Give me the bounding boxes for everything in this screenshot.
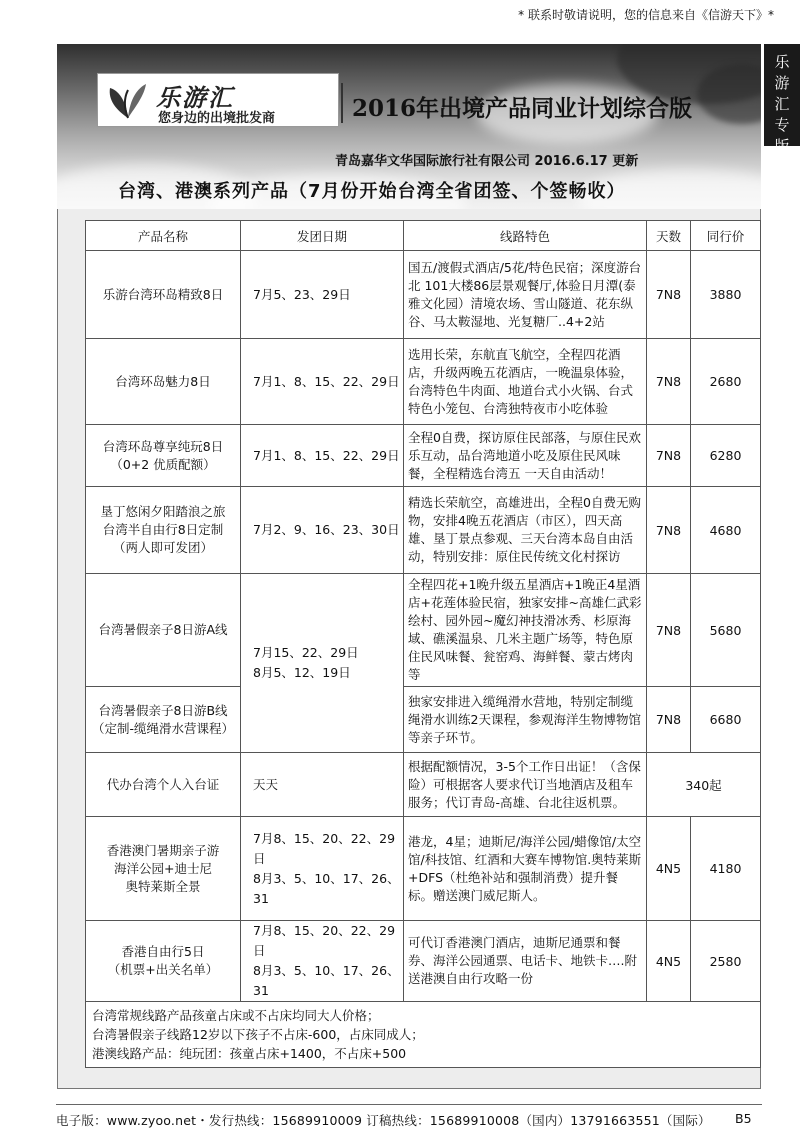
product-name-note: （机票+出关名单） xyxy=(107,962,219,977)
price: 2680 xyxy=(691,339,761,425)
route-features: 港龙，4星；迪斯尼/海洋公园/蜡像馆/太空馆/科技馆、红酒和大赛车博物馆.奥特莱斯+DFS（杜绝补站和强制消费）提升餐标。赠送澳门威尼斯人。 xyxy=(404,817,647,921)
company-update-line: 青岛嘉华文华国际旅行社有限公司 2016.6.17 更新 xyxy=(335,154,639,169)
title-divider xyxy=(341,83,343,123)
departure-dates: 8月5、12、19日 xyxy=(253,665,351,680)
departure-dates: 7月5、23、29日 xyxy=(253,286,351,302)
table-row xyxy=(86,251,761,339)
product-name: 海洋公园+迪士尼 xyxy=(114,860,212,876)
page-number: B5 xyxy=(735,1111,752,1126)
days: 7N8 xyxy=(647,339,691,425)
top-note: * 联系时敬请说明，您的信息来自《信游天下》* xyxy=(518,8,774,22)
days: 7N8 xyxy=(647,487,691,574)
product-name: 台湾环岛魅力8日 xyxy=(115,373,211,389)
price: 6280 xyxy=(691,425,761,487)
departure-dates: 7月8、15、20、22、29日 xyxy=(253,830,396,866)
header-features: 线路特色 xyxy=(404,221,647,251)
departure-dates: 7月15、22、29日 xyxy=(253,645,359,660)
route-features: 可代订香港澳门酒店，迪斯尼通票和餐券、海洋公园通票、电话卡、地铁卡….附送港澳自由行攻略一份 xyxy=(404,921,647,1002)
route-features: 精选长荣航空，高雄进出，全程0自费无购物，安排4晚五花酒店（市区），四天高雄、垦丁景点参观、三天台湾本岛自由活动，特别安排：原住民传统文化村探访 xyxy=(404,487,647,574)
table-row xyxy=(86,921,761,1002)
product-name-note: （0+2 优质配额） xyxy=(110,456,216,472)
product-name: 台湾环岛尊享纯玩8日 xyxy=(102,438,224,454)
days: 4N5 xyxy=(647,817,691,921)
header-product-name: 产品名称 xyxy=(86,221,241,251)
departure-dates: 天天 xyxy=(253,776,279,792)
price-note: 港澳线路产品：纯玩团：孩童占床+1400，不占床+500 xyxy=(92,1046,407,1061)
price: 5680 xyxy=(691,574,761,687)
brand-name: 乐游汇 xyxy=(156,84,234,112)
days: 7N8 xyxy=(647,425,691,487)
route-features: 全程0自费，探访原住民部落，与原住民欢乐互动，品台湾地道小吃及原住民风味餐，全程精选台湾五 一天自由活动！ xyxy=(404,425,647,487)
table-row xyxy=(86,817,761,921)
price: 6680 xyxy=(691,687,761,753)
product-name: 香港自由行5日 xyxy=(121,944,205,959)
days: 7N8 xyxy=(647,687,691,753)
price: 2580 xyxy=(691,921,761,1002)
table-row xyxy=(86,487,761,574)
brand-logo-box xyxy=(97,73,339,127)
table-row xyxy=(86,339,761,425)
table-row xyxy=(86,574,761,687)
route-features: 独家安排进入缆绳滑水营地，特别定制缆绳滑水训练2天课程，参观海洋生物博物馆等亲子环节。 xyxy=(404,687,647,753)
price: 3880 xyxy=(691,251,761,339)
header-price: 同行价 xyxy=(691,221,761,251)
edition-title: 2016年出境产品同业计划综合版 xyxy=(352,95,693,122)
departure-dates: 7月8、15、20、22、29日 xyxy=(253,923,396,958)
table-row xyxy=(86,425,761,487)
side-tab-char: 游 xyxy=(774,74,790,92)
price-note: 台湾暑假亲子线路12岁以下孩子不占床-600，占床同成人； xyxy=(92,1027,424,1042)
side-tab-char: 专 xyxy=(774,116,790,134)
table-row xyxy=(86,687,761,753)
product-name: 台湾暑假亲子8日游B线 xyxy=(98,702,228,718)
product-name: 奥特莱斯全景 xyxy=(125,878,201,894)
section-title: 台湾、港澳系列产品（7月份开始台湾全省团签、个签畅收） xyxy=(118,181,626,202)
side-tab-char: 乐 xyxy=(774,53,790,71)
price: 340起 xyxy=(647,753,761,817)
product-name-note: （定制-缆绳滑水营课程） xyxy=(91,720,234,736)
product-name-note: （两人即可发团） xyxy=(112,540,213,555)
side-tab xyxy=(764,44,800,155)
price: 4680 xyxy=(691,487,761,574)
product-name: 垦丁悠闲夕阳踏浪之旅 xyxy=(100,504,226,519)
brand-slogan: 您身边的出境批发商 xyxy=(158,111,276,126)
product-name: 代办台湾个人入台证 xyxy=(106,776,220,792)
departure-dates: 8月3、5、10、17、26、31 xyxy=(253,963,400,998)
product-table xyxy=(85,220,761,1068)
notes-row xyxy=(86,1002,761,1068)
days: 7N8 xyxy=(647,251,691,339)
departure-dates: 7月2、9、16、23、30日 xyxy=(253,522,400,537)
table-header-row xyxy=(86,221,761,251)
route-features: 全程四花+1晚升级五星酒店+1晚正4星酒店+花莲体验民宿，独家安排~高雄仁武彩绘村、园外园~魔幻神技滑冰秀、杉原海域、礁溪温泉、几米主题广场等，特色原住民风味餐、瓮窑鸡、海鲜餐、蒙古烤肉等 xyxy=(404,574,647,687)
side-tab-char: 汇 xyxy=(774,95,790,113)
days: 4N5 xyxy=(647,921,691,1002)
price-note: 台湾常规线路产品孩童占床或不占床均同大人价格； xyxy=(92,1008,380,1023)
header-days: 天数 xyxy=(647,221,691,251)
route-features: 根据配额情况，3-5个工作日出证！（含保险）可根据客人要求代订当地酒店及租车服务；代订青岛-高雄、台北往返机票。 xyxy=(404,753,647,817)
route-features: 选用长荣，东航直飞航空，全程四花酒店，升级两晚五花酒店，一晚温泉体验，台湾特色牛肉面、地道台式小火锅、台式特色小笼包、台湾独特夜市小吃体验 xyxy=(404,339,647,425)
departure-dates: 8月3、5、10、17、26、31 xyxy=(253,870,400,906)
side-tab-char: 版 xyxy=(774,137,790,155)
price: 4180 xyxy=(691,817,761,921)
table-row xyxy=(86,753,761,817)
route-features: 国五/渡假式酒店/5花/特色民宿；深度游台北 101大楼86层景观餐厅,体验日月潭(泰雅文化园）清境农场、雪山隧道、花东纵谷、马太鞍湿地、光复糖厂..4+2站 xyxy=(404,251,647,339)
butterfly-logo-icon xyxy=(106,80,150,122)
departure-dates: 7月1、8、15、22、29日 xyxy=(253,373,400,389)
product-name: 香港澳门暑期亲子游 xyxy=(106,842,220,858)
product-name: 乐游台湾环岛精致8日 xyxy=(102,286,224,302)
header-dates: 发团日期 xyxy=(241,221,404,251)
days: 7N8 xyxy=(647,574,691,687)
footer-divider xyxy=(56,1104,762,1105)
departure-dates: 7月1、8、15、22、29日 xyxy=(253,447,400,463)
product-name: 台湾半自由行8日定制 xyxy=(102,522,224,537)
product-name: 台湾暑假亲子8日游A线 xyxy=(98,622,228,637)
footer-contacts: 电子版：www.zyoo.net・发行热线：15689910009 订稿热线：15689910008（国内）13791663551（国际） xyxy=(56,1113,711,1128)
